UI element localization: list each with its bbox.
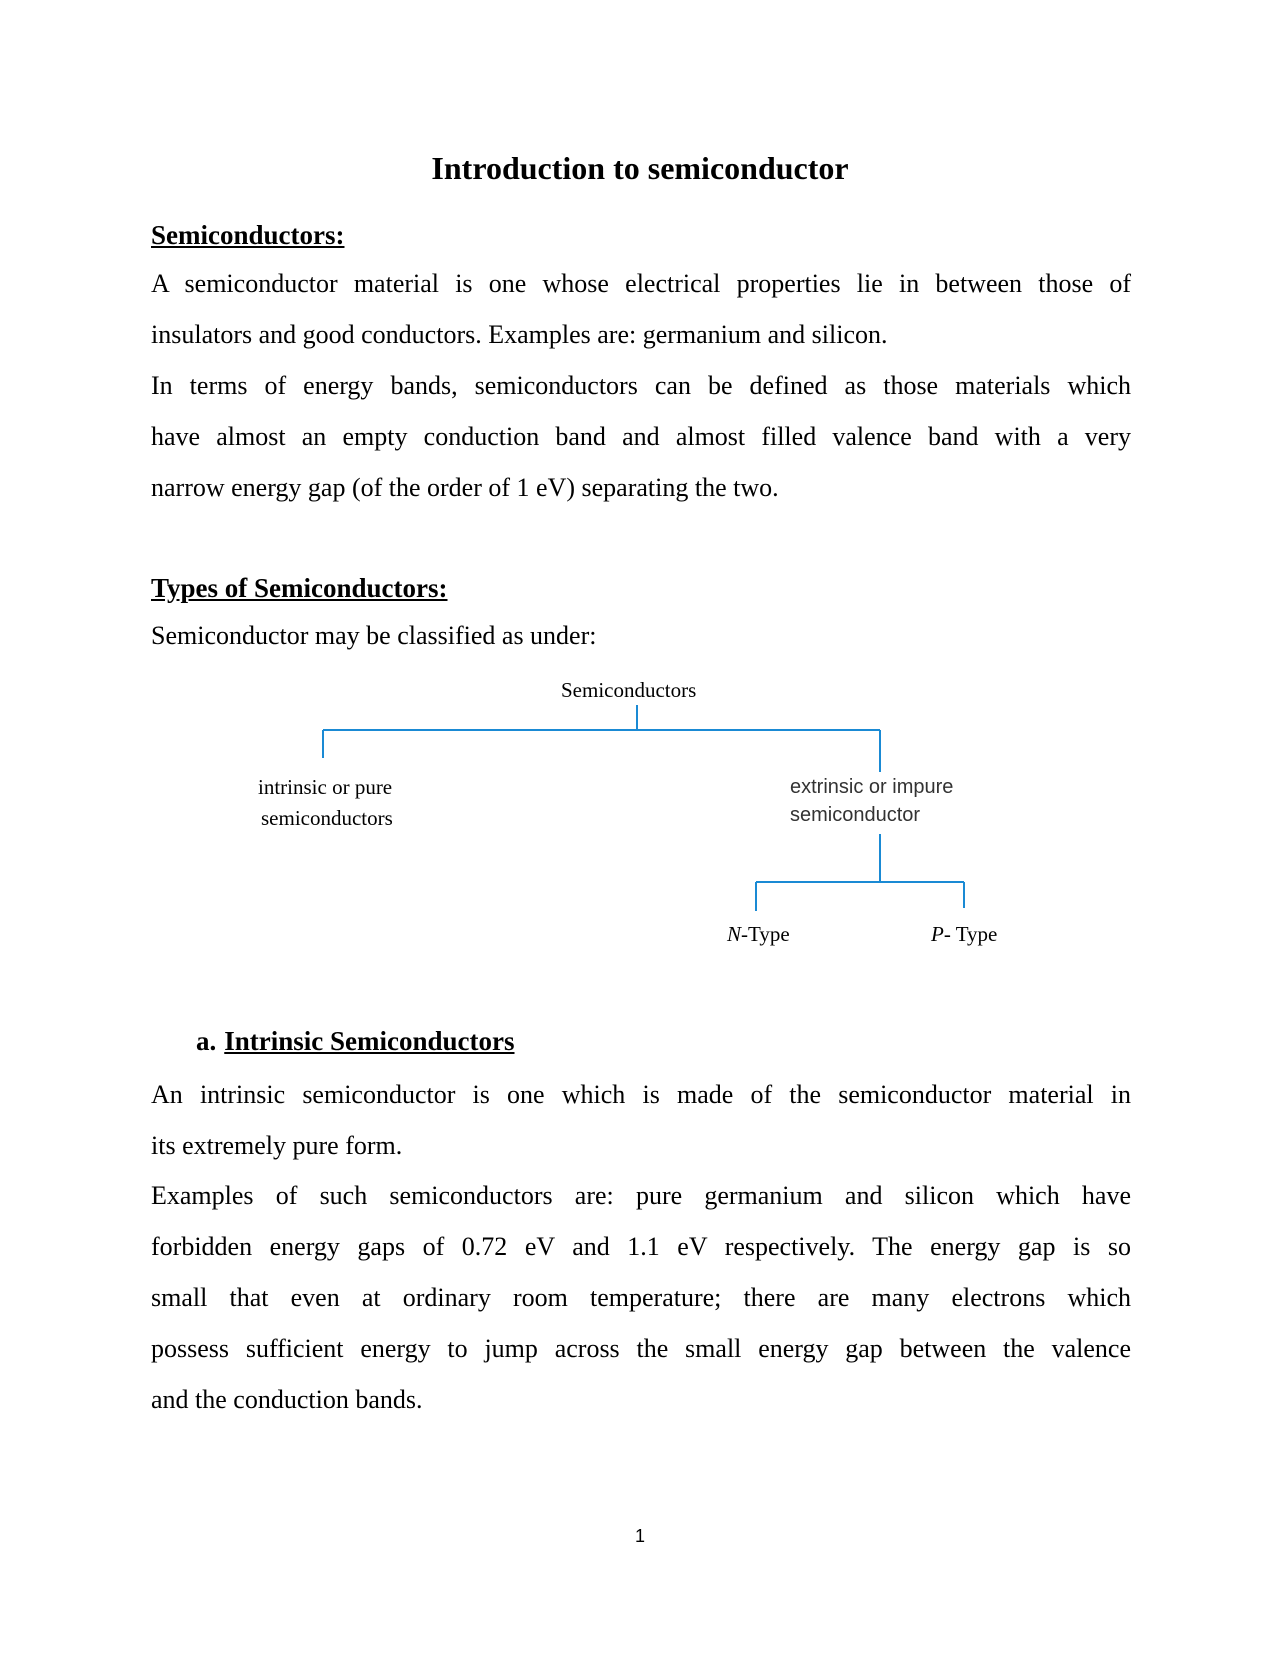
text-line: narrow energy gap (of the order of 1 eV) separating the two. bbox=[151, 473, 779, 502]
heading-types-of-semiconductors: Types of Semiconductors: bbox=[151, 573, 448, 603]
text-line: In terms of energy bands, semiconductors can be defined as those materials which bbox=[151, 371, 1131, 400]
diagram-node-intrinsic-line1: intrinsic or pure bbox=[258, 775, 393, 799]
paragraph-intrinsic-definition bbox=[151, 1069, 1131, 1171]
text-line: Examples of such semiconductors are: pure germanium and silicon which have bbox=[151, 1181, 1131, 1210]
text-line: small that even at ordinary room temperature; there are many electrons which bbox=[151, 1283, 1131, 1312]
p-type-suffix: - Type bbox=[943, 922, 998, 946]
paragraph-energy-bands bbox=[151, 360, 1131, 513]
list-marker: a. bbox=[196, 1026, 217, 1056]
text-line: and the conduction bands. bbox=[151, 1385, 423, 1414]
text-line: insulators and good conductors. Examples are: germanium and silicon. bbox=[151, 320, 888, 349]
text-line: An intrinsic semiconductor is one which is made of the semiconductor material in bbox=[151, 1080, 1131, 1109]
diagram-node-intrinsic-line2: semiconductors bbox=[261, 806, 393, 830]
heading-intrinsic-semiconductors bbox=[196, 1024, 515, 1058]
diagram-node-p-type bbox=[931, 919, 997, 949]
paragraph-definition bbox=[151, 258, 1131, 360]
text-line: A semiconductor material is one whose electrical properties lie in between those of bbox=[151, 269, 1131, 298]
page-title: Introduction to semiconductor bbox=[431, 150, 849, 186]
diagram-node-n-type bbox=[727, 919, 790, 949]
n-type-suffix: -Type bbox=[741, 922, 790, 946]
heading-semiconductors: Semiconductors: bbox=[151, 220, 345, 250]
text-line: its extremely pure form. bbox=[151, 1131, 403, 1160]
diagram-node-extrinsic-line1: extrinsic or impure bbox=[790, 776, 954, 798]
paragraph-intrinsic-examples bbox=[151, 1170, 1131, 1425]
paragraph-classification-intro bbox=[151, 610, 1131, 661]
page-number: 1 bbox=[634, 1526, 645, 1546]
subheading-text: Intrinsic Semiconductors bbox=[224, 1026, 515, 1056]
text-line: have almost an empty conduction band and almost filled valence band with a very bbox=[151, 422, 1131, 451]
diagram-node-root: Semiconductors bbox=[561, 678, 697, 702]
text-line: Semiconductor may be classified as under: bbox=[151, 621, 597, 650]
n-type-letter: N bbox=[727, 922, 742, 946]
text-line: possess sufficient energy to jump across the small energy gap between the valence bbox=[151, 1334, 1131, 1363]
diagram-node-extrinsic-line2: semiconductor bbox=[790, 804, 921, 826]
p-type-letter: P bbox=[931, 922, 944, 946]
text-line: forbidden energy gaps of 0.72 eV and 1.1 eV respectively. The energy gap is so bbox=[151, 1232, 1131, 1261]
